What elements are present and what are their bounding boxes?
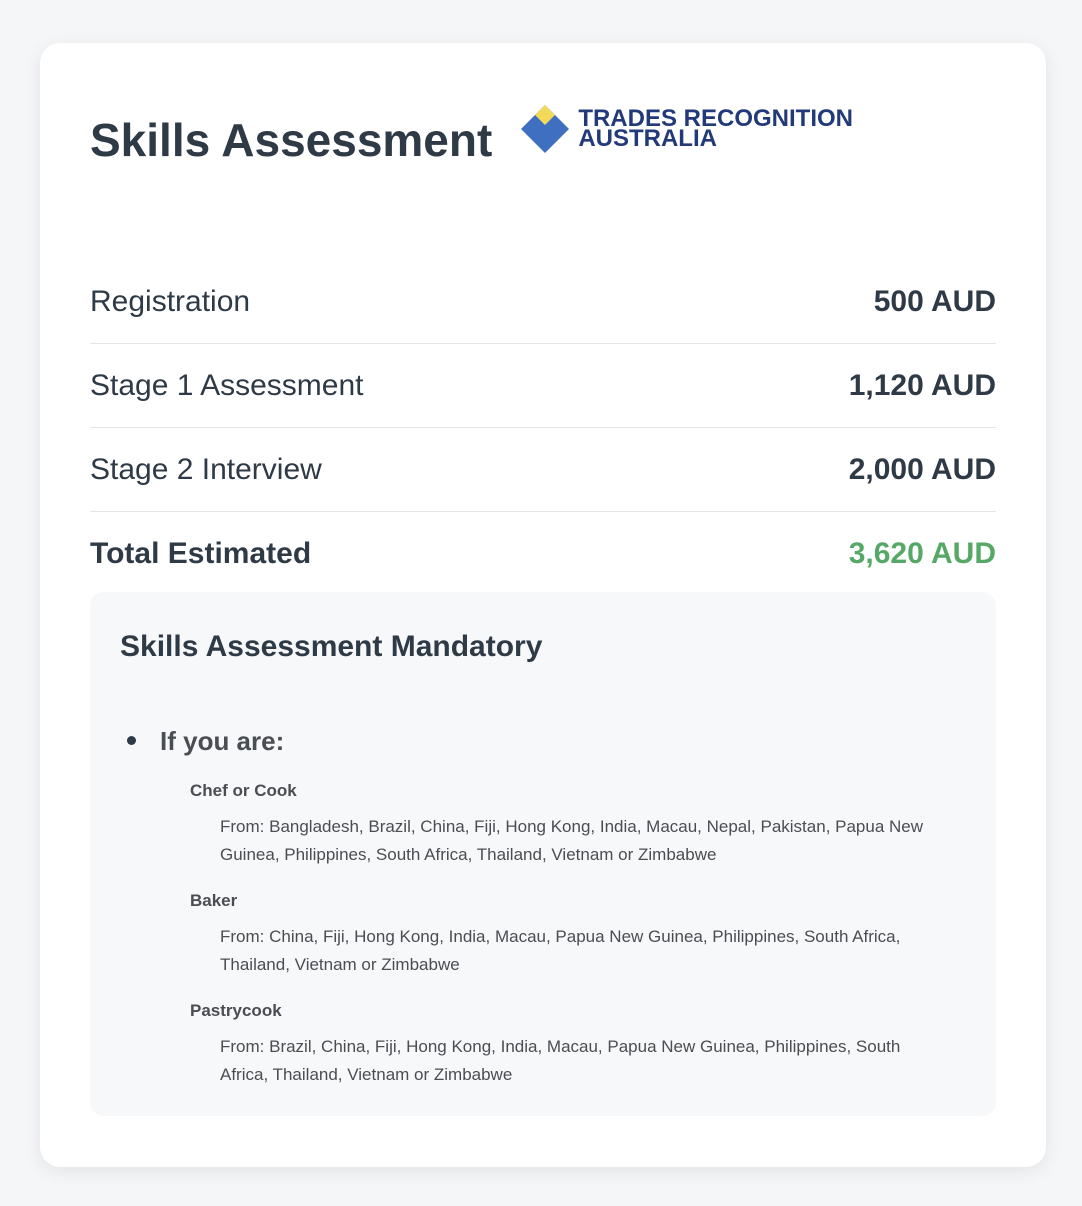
card-header [90,95,853,166]
logo-text [578,105,853,152]
mandatory-panel [90,592,996,1116]
list-item [120,726,966,1089]
fee-row-stage-2 [90,428,996,512]
trades-recognition-logo [518,102,853,156]
logo-line-1: TRADES RECOGNITION [578,105,853,132]
diamond-logo-icon [518,102,572,156]
mandatory-title: Skills Assessment Mandatory [120,630,543,663]
fee-list [90,260,996,596]
fee-label: Registration [90,284,251,318]
occupation-pastrycook [190,1001,966,1089]
occupation-countries: From: Brazil, China, Fiji, Hong Kong, India, Macau, Papua New Guinea, Philippines, South Africa, Thailand, Vietnam or Zimbabwe [220,1037,901,1084]
requirement-list [120,726,966,1089]
occupation-chef-or-cook [190,781,966,869]
fee-row-total [90,512,996,596]
bullet-icon [127,736,136,745]
page-title: Skills Assessment [90,114,493,166]
occupation-countries: From: Bangladesh, Brazil, China, Fiji, Hong Kong, India, Macau, Nepal, Pakistan, Papua New Guinea, Philippines, South Africa, Thailand, Vietnam or Zimbabwe [220,817,924,864]
fee-value: 2,000 AUD [848,452,996,486]
fee-row-registration [90,260,996,344]
total-value: 3,620 AUD [848,537,996,570]
occupation-name: Pastrycook [190,1001,282,1020]
occupation-name: Chef or Cook [190,781,297,800]
occupation-baker [190,891,966,979]
fee-value: 500 AUD [873,284,996,318]
total-label: Total Estimated [90,537,312,570]
occupation-countries: From: China, Fiji, Hong Kong, India, Macau, Papua New Guinea, Philippines, South Africa, Thailand, Vietnam or Zimbabwe [220,927,901,974]
fee-label: Stage 1 Assessment [90,368,364,402]
fee-row-stage-1 [90,344,996,428]
requirement-intro: If you are: [160,726,285,756]
fee-value: 1,120 AUD [848,368,996,402]
fee-label: Stage 2 Interview [90,452,322,486]
logo-line-2: AUSTRALIA [578,125,717,152]
fee-card [40,43,1046,1167]
occupation-name: Baker [190,891,238,910]
